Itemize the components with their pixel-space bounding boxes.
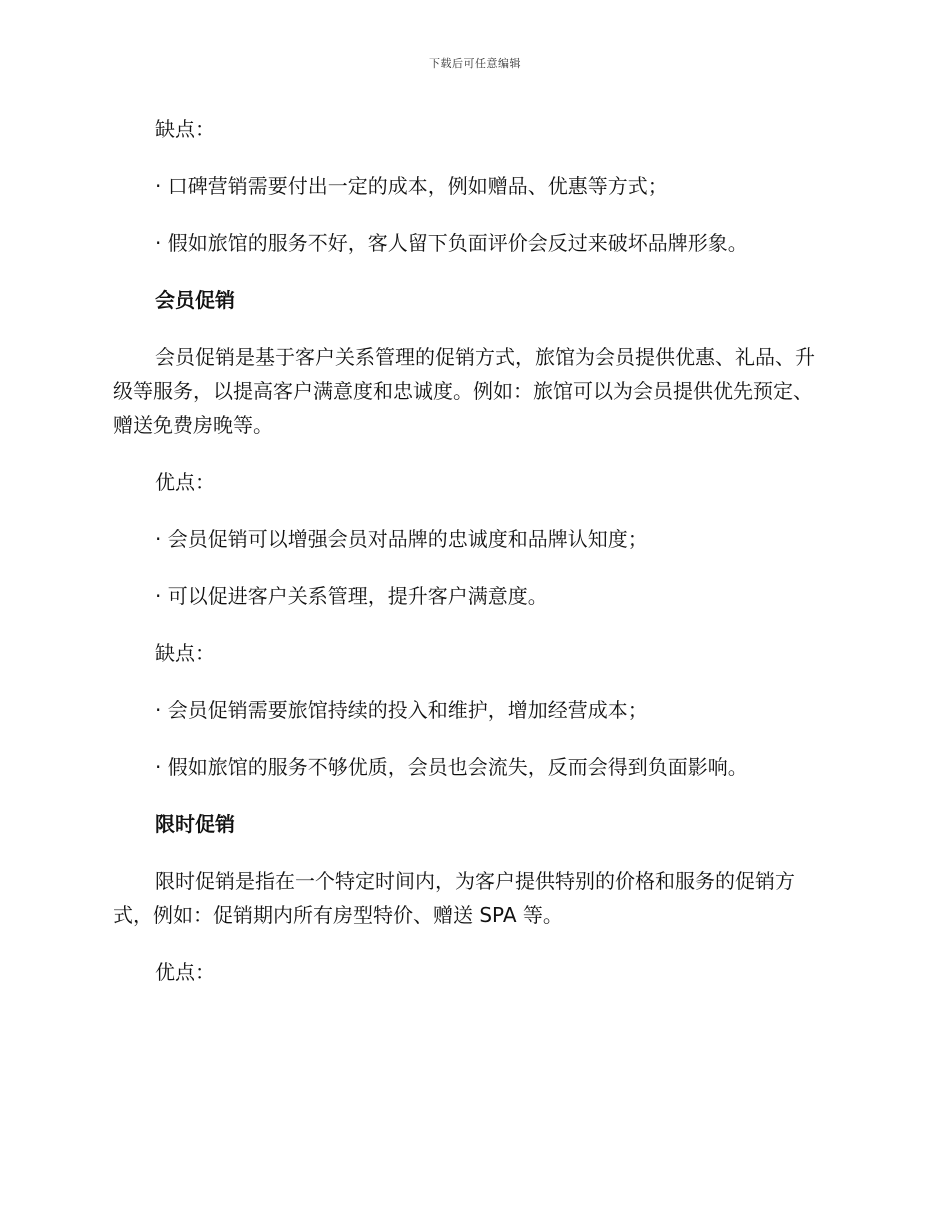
bullet-item: · 口碑营销需要付出一定的成本，例如赠品、优惠等方式； xyxy=(155,174,668,198)
page-header: 下载后可任意编辑 xyxy=(429,57,521,70)
pros-label: 优点： xyxy=(155,960,215,984)
bullet-item: · 假如旅馆的服务不好，客人留下负面评价会反过来破坏品牌形象。 xyxy=(155,231,748,255)
bullet-item: · 会员促销需要旅馆持续的投入和维护，增加经营成本； xyxy=(155,698,648,722)
pros-label: 优点： xyxy=(155,470,215,494)
bullet-item: · 可以促进客户关系管理，提升客户满意度。 xyxy=(155,584,548,608)
bullet-item: · 假如旅馆的服务不够优质，会员也会流失，反而会得到负面影响。 xyxy=(155,755,748,779)
section-heading-member-promotion: 会员促销 xyxy=(155,288,235,312)
cons-label: 缺点： xyxy=(155,641,215,665)
section-heading-limited-time-promotion: 限时促销 xyxy=(155,812,235,836)
document-body xyxy=(113,112,831,989)
cons-label: 缺点： xyxy=(155,117,215,141)
section-paragraph: 限时促销是指在一个特定时间内，为客户提供特别的价格和服务的促销方式，例如：促销期内所有房型特价、赠送 SPA 等。 xyxy=(113,869,795,927)
section-paragraph: 会员促销是基于客户关系管理的促销方式，旅馆为会员提供优惠、礼品、升级等服务，以提高客户满意度和忠诚度。例如：旅馆可以为会员提供优先预定、赠送免费房晚等。 xyxy=(113,345,815,437)
bullet-item: · 会员促销可以增强会员对品牌的忠诚度和品牌认知度； xyxy=(155,527,648,551)
